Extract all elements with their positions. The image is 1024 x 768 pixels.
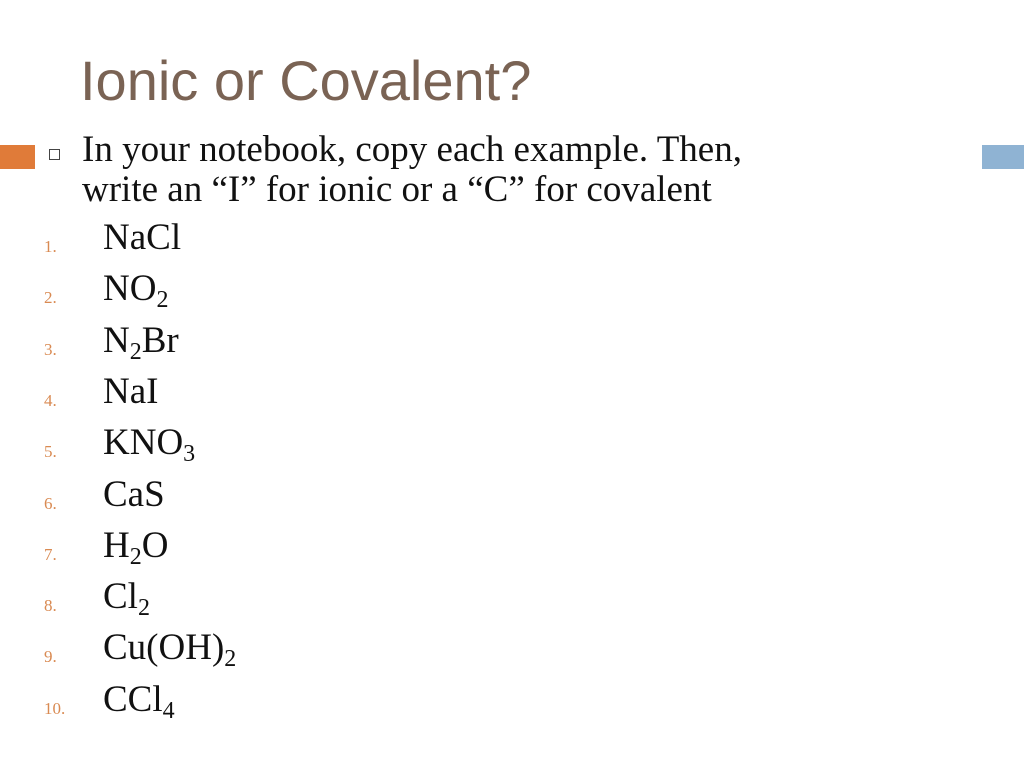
formula-text: O xyxy=(141,524,169,566)
formula-text: Br xyxy=(141,319,179,361)
accent-bar-left xyxy=(0,145,35,169)
list-item-number: 2. xyxy=(44,288,57,308)
formula-subscript: 2 xyxy=(129,543,142,570)
formula-text: CCl xyxy=(103,678,163,720)
list-item-number: 5. xyxy=(44,442,57,462)
chemical-formula xyxy=(103,319,179,365)
formula-subscript: 4 xyxy=(162,697,175,724)
list-item-number: 10. xyxy=(44,698,66,718)
list-item-number: 8. xyxy=(44,596,57,616)
formula-text: NaCl xyxy=(103,217,182,258)
list-item xyxy=(0,215,700,263)
chemical-formula xyxy=(103,421,196,468)
list-item-number: 3. xyxy=(44,339,57,359)
list-item xyxy=(0,420,700,468)
list-item xyxy=(0,318,700,366)
formula-subscript: 2 xyxy=(224,646,237,673)
list-item xyxy=(0,266,700,314)
formula-text: H xyxy=(103,524,130,566)
list-item xyxy=(0,625,700,673)
formula-text: CaS xyxy=(103,473,165,515)
formula-subscript: 2 xyxy=(156,287,169,314)
instruction-line-2: write an “I” for ionic or a “C” for covalent xyxy=(82,169,712,210)
chemical-formula xyxy=(103,216,181,259)
list-item xyxy=(0,472,700,520)
formula-text: NaI xyxy=(103,370,159,412)
slide-title: Ionic or Covalent? xyxy=(80,49,532,112)
formula-text: NO xyxy=(103,268,157,310)
formula-subscript: 2 xyxy=(129,338,142,365)
formula-text: KNO xyxy=(103,422,184,464)
accent-bar-right xyxy=(982,145,1024,169)
list-item-number: 1. xyxy=(44,237,57,256)
chemical-formula xyxy=(103,575,150,622)
formula-subscript: 2 xyxy=(137,595,150,622)
list-item-number: 6. xyxy=(44,493,57,513)
list-item-number: 7. xyxy=(44,544,57,564)
formula-text: Cl xyxy=(103,576,138,618)
chemical-formula xyxy=(103,267,169,314)
formula-subscript: 3 xyxy=(183,441,196,468)
chemical-formula xyxy=(103,626,237,673)
list-item xyxy=(0,574,700,622)
chemical-formula xyxy=(103,678,175,724)
chemical-formula xyxy=(103,473,165,516)
formula-text: Cu(OH) xyxy=(103,627,225,669)
list-item xyxy=(0,369,700,417)
list-item xyxy=(0,677,700,725)
chemical-formula xyxy=(103,370,158,413)
list-item xyxy=(0,523,700,571)
square-bullet-icon xyxy=(49,149,60,160)
list-item-number: 4. xyxy=(44,390,57,410)
chemical-formula xyxy=(103,524,169,570)
instruction-text xyxy=(82,130,982,210)
instruction-line-1: In your notebook, copy each example. Then, xyxy=(82,129,742,170)
list-item-number: 9. xyxy=(44,647,57,667)
formula-text: N xyxy=(103,319,130,361)
